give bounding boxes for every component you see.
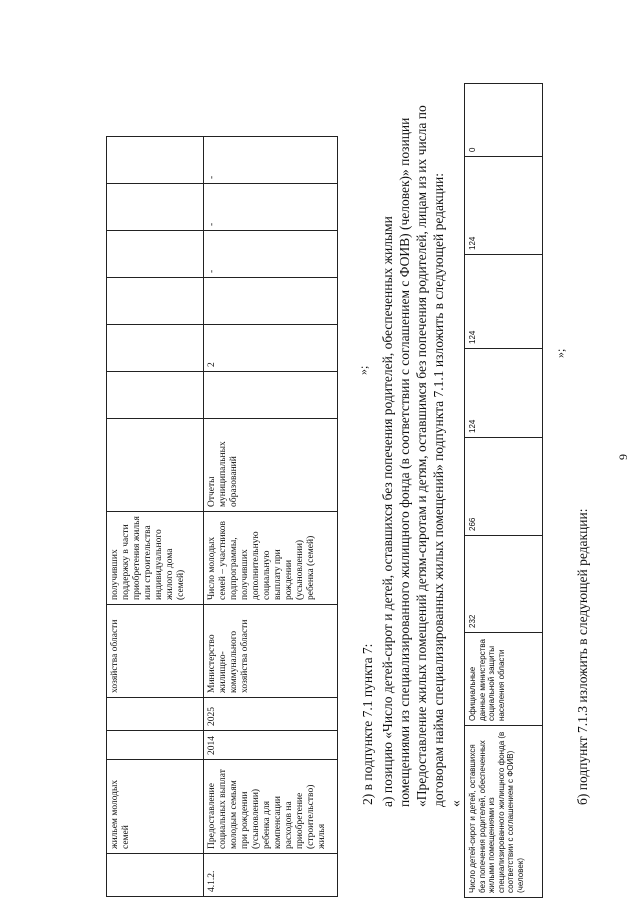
table-cell-indicator: получивших поддержку в части приобретения жилья или строительства индивидуального жилого дома (семей) — [107, 512, 204, 605]
table-cell-end — [107, 698, 204, 731]
table-cell-value — [204, 372, 338, 419]
table-cell-executor: Министерство жилищно-коммунального хозяйства области — [204, 605, 338, 698]
table-cell-value: 2 — [204, 325, 338, 372]
subpoint-heading: б) подпункт 7.1.3 изложить в следующей редакции: — [575, 508, 590, 805]
closing-quote: »; — [356, 365, 370, 375]
page-number: 9 — [616, 454, 630, 460]
table-cell-indicator: Число молодых семей – участников подпрограммы, получивших дополнительную социальную выплату при рождении (усыновлении) ребенка (семей) — [204, 512, 338, 605]
table-cell-value: - — [204, 137, 338, 184]
table-cell-value: 124 — [465, 157, 543, 255]
table-cell-value: 266 — [465, 438, 543, 536]
table-cell-name: жильем молодых семей — [107, 760, 204, 854]
subpoint-heading: 2) в подпункте 7.1 пункта 7: — [360, 643, 375, 805]
program-measures-table — [106, 136, 338, 897]
table-cell-value — [107, 325, 204, 372]
table-cell-indicator: Число детей-сирот и детей, оставшихся без попечения родителей, обеспеченных жилыми помещениями из специализированного жилищного фонда (в соответствии с соглашением с ФОИВ) (человек) — [465, 726, 543, 898]
table-cell-start — [107, 731, 204, 760]
paragraph-line: договорам найма специализированных жилых помещений» подпункта 7.1.1 изложить в следующей редакции: — [431, 173, 446, 807]
table-cell-value — [107, 184, 204, 231]
opening-quote: « — [448, 800, 463, 807]
table-cell-value — [204, 278, 338, 325]
table-row — [465, 84, 543, 898]
table-cell-value: 124 — [465, 349, 543, 438]
table-cell-source: Официальные данные министерства социальной защиты населения области — [465, 633, 543, 726]
paragraph-line: «Предоставление жилых помещений детям-сиротам и детям, оставшимся без попечения родителей, лицам из их числа по — [414, 105, 429, 807]
table-cell-value: - — [204, 231, 338, 278]
table-cell-name: Предоставление социальных выплат молодым семьям при рождении (усыновлении) ребенка для компенсации расходов на приобретение (строительство) жилья — [204, 760, 338, 854]
table-row — [204, 137, 338, 897]
table-cell-end: 2025 — [204, 698, 338, 731]
table-row — [107, 137, 204, 897]
table-cell-start: 2014 — [204, 731, 338, 760]
table-cell-source — [107, 419, 204, 512]
table-cell-executor: хозяйства области — [107, 605, 204, 698]
paragraph-line: а) позицию «Число детей-сирот и детей, оставшихся без попечения родителей, обеспеченных жилыми — [380, 216, 395, 807]
table-cell-value: 0 — [465, 84, 543, 157]
table-cell-num — [107, 854, 204, 897]
table-cell-value — [107, 137, 204, 184]
paragraph-line: помещениями из специализированного жилищного фонда (в соответствии с соглашением с ФОИВ) (человек)» позиции — [397, 117, 412, 807]
table-cell-value: 124 — [465, 255, 543, 349]
table-cell-value — [107, 372, 204, 419]
orphans-indicator-table — [464, 83, 543, 898]
table-cell-num: 4.1.2. — [204, 854, 338, 897]
table-cell-value: - — [204, 184, 338, 231]
table-cell-source: Отчеты муниципальных образований — [204, 419, 338, 512]
table-cell-value — [107, 278, 204, 325]
closing-quote: »; — [553, 348, 567, 358]
table-cell-value: 232 — [465, 536, 543, 633]
table-cell-value — [107, 231, 204, 278]
